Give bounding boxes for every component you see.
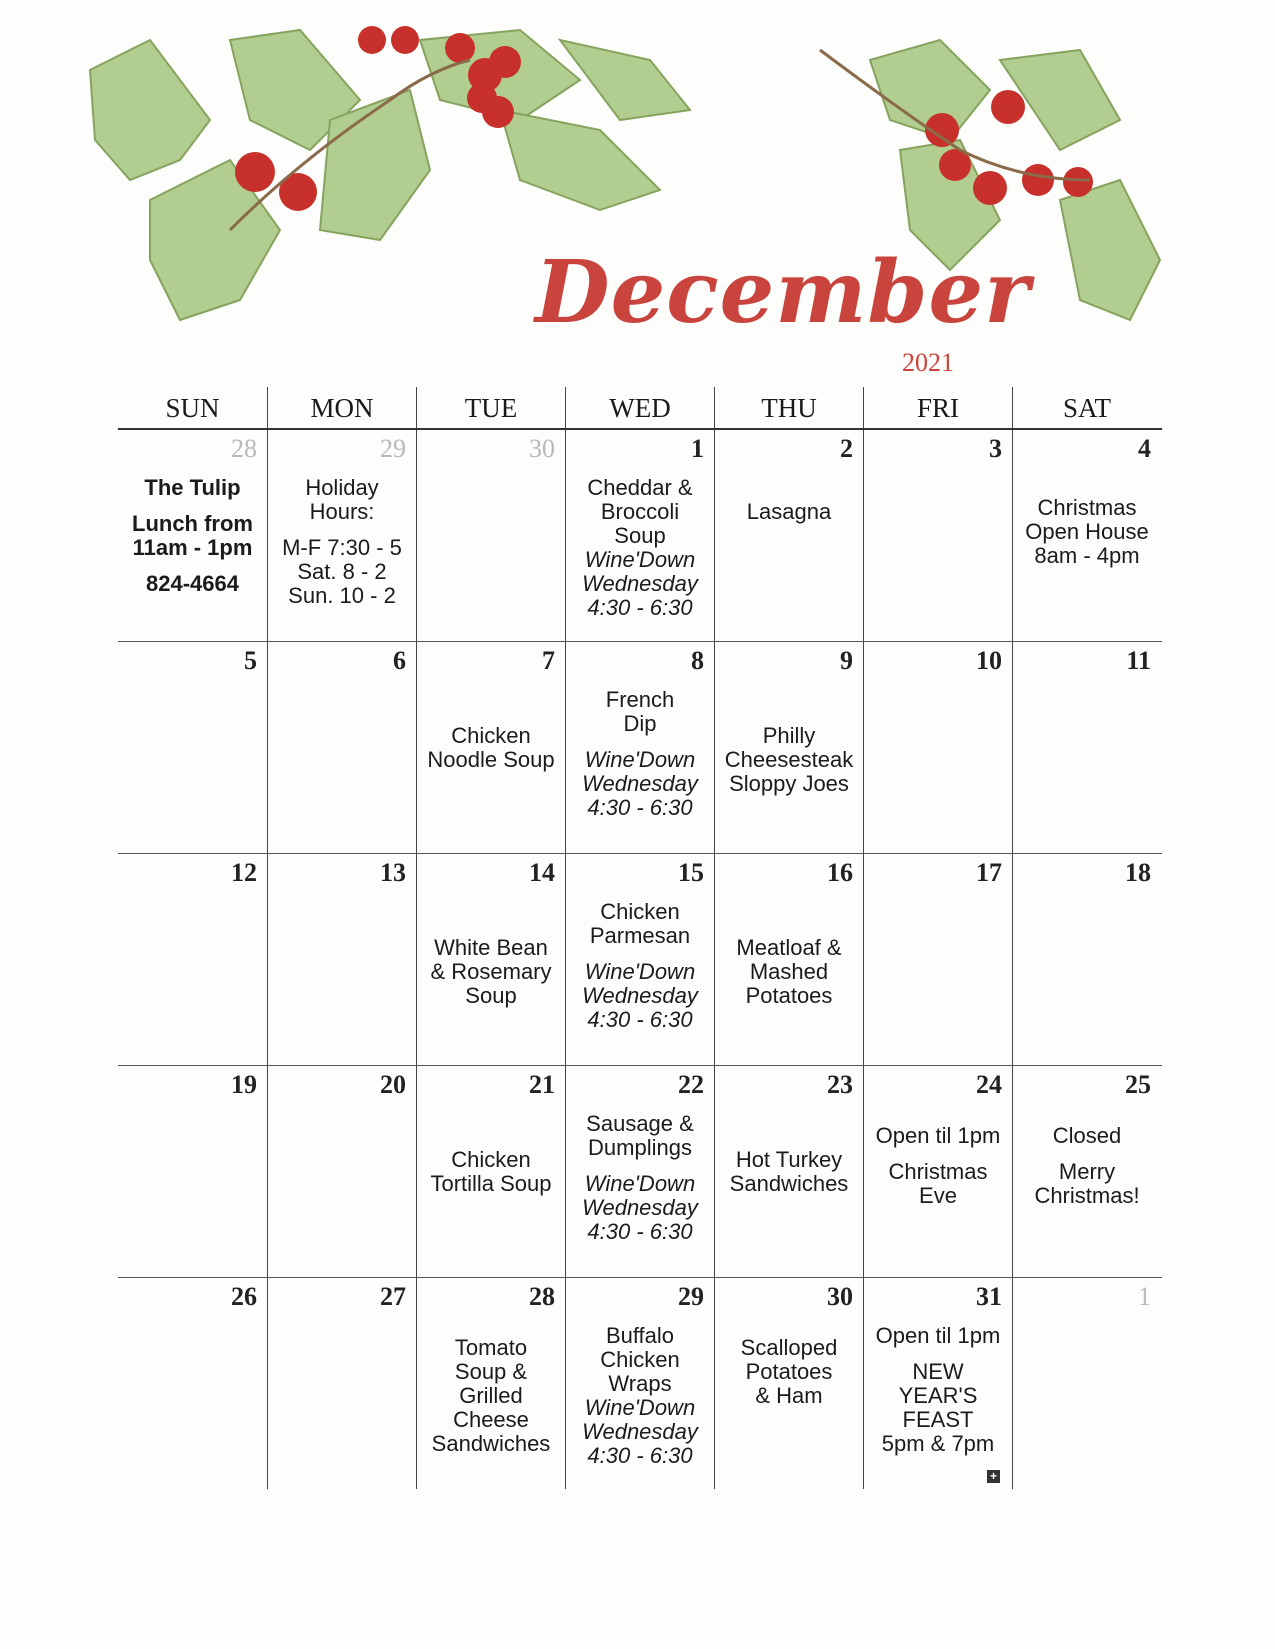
day-number: 30: [827, 1282, 853, 1311]
day-cell: [416, 642, 565, 853]
year-label: 2021: [902, 348, 954, 377]
day-cell: [1012, 642, 1161, 853]
day-events: [420, 900, 562, 1059]
day-number: 23: [827, 1070, 853, 1099]
day-number: 5: [244, 646, 257, 675]
day-number: 22: [678, 1070, 704, 1099]
day-events: [718, 476, 860, 635]
event-line: 4:30 - 6:30: [587, 1007, 693, 1032]
day-events: [420, 476, 562, 635]
day-number: 7: [542, 646, 555, 675]
day-number: 4: [1138, 434, 1151, 463]
event-line: M-F 7:30 - 5: [282, 535, 402, 560]
day-events: [1016, 476, 1158, 635]
event-line: Christmas: [888, 1159, 988, 1184]
day-events: [867, 900, 1009, 1059]
day-events: [718, 1112, 860, 1271]
day-cell: [863, 1278, 1012, 1489]
event-line: Potatoes: [745, 983, 833, 1008]
event-line: Cheddar &: [587, 475, 693, 500]
day-events: [569, 688, 711, 847]
day-events: [121, 688, 264, 847]
day-cell: [714, 430, 863, 641]
day-number: 15: [678, 858, 704, 887]
day-number: 20: [380, 1070, 406, 1099]
day-number: 12: [231, 858, 257, 887]
event-line: French: [605, 687, 675, 712]
day-events: [1016, 1112, 1158, 1271]
day-number: 14: [529, 858, 555, 887]
day-cell: [714, 854, 863, 1065]
event-line: Noodle Soup: [427, 747, 555, 772]
day-cell: [565, 430, 714, 641]
day-number: 9: [840, 646, 853, 675]
event-line: Wine'Down: [584, 1171, 696, 1196]
day-events: [420, 1112, 562, 1271]
day-cell: [863, 1066, 1012, 1277]
plus-icon: +: [987, 1470, 1000, 1483]
day-events: [569, 1324, 711, 1483]
week-row: [118, 430, 1162, 642]
event-line: 4:30 - 6:30: [587, 595, 693, 620]
day-number: 18: [1125, 858, 1151, 887]
day-number: 21: [529, 1070, 555, 1099]
weekday-sat: SAT: [1012, 387, 1161, 428]
event-line: Potatoes: [745, 1359, 833, 1384]
day-events: [420, 1324, 562, 1483]
event-line: FEAST: [902, 1407, 974, 1432]
day-cell: [267, 1278, 416, 1489]
day-cell: [267, 1066, 416, 1277]
day-events: [718, 1324, 860, 1483]
day-number: 26: [231, 1282, 257, 1311]
week-row: [118, 1278, 1162, 1489]
day-cell: [714, 1066, 863, 1277]
event-line: & Rosemary: [430, 959, 552, 984]
day-number: 28: [231, 434, 257, 463]
day-events: [569, 900, 711, 1059]
day-cell: [565, 1278, 714, 1489]
day-events: [1016, 688, 1158, 847]
day-number: 24: [976, 1070, 1002, 1099]
day-number: 25: [1125, 1070, 1151, 1099]
day-cell: [118, 430, 267, 641]
day-events: [121, 900, 264, 1059]
event-line: Lunch from: [132, 511, 253, 536]
event-line: Eve: [919, 1183, 957, 1208]
day-cell: [118, 854, 267, 1065]
event-line: 5pm & 7pm: [881, 1431, 995, 1456]
event-line: 824-4664: [146, 571, 239, 596]
week-row: [118, 1066, 1162, 1278]
week-row: [118, 854, 1162, 1066]
event-line: Broccoli: [600, 499, 680, 524]
event-line: Wraps: [608, 1371, 672, 1396]
day-number: 30: [529, 434, 555, 463]
day-number: 16: [827, 858, 853, 887]
event-line: Soup: [614, 523, 666, 548]
event-line: Tortilla Soup: [430, 1171, 552, 1196]
day-number: 19: [231, 1070, 257, 1099]
event-line: Grilled: [459, 1383, 523, 1408]
event-line: Wednesday: [582, 571, 698, 596]
event-line: 8am - 4pm: [1034, 543, 1140, 568]
event-line: Sandwiches: [729, 1171, 849, 1196]
day-number: 11: [1126, 646, 1151, 675]
day-cell: [565, 1066, 714, 1277]
event-line: Wine'Down: [584, 747, 696, 772]
day-events: [420, 688, 562, 847]
event-line: Sun. 10 - 2: [288, 583, 396, 608]
day-number: 29: [380, 434, 406, 463]
event-line: Hot Turkey: [735, 1147, 843, 1172]
day-number: 17: [976, 858, 1002, 887]
day-events: [718, 688, 860, 847]
week-row: [118, 642, 1162, 854]
event-line: NEW: [912, 1359, 964, 1384]
event-line: Open til 1pm: [875, 1123, 1001, 1148]
day-cell: [267, 430, 416, 641]
weekday-thu: THU: [714, 387, 863, 428]
event-line: 4:30 - 6:30: [587, 1219, 693, 1244]
day-events: [718, 900, 860, 1059]
event-line: Sausage &: [586, 1111, 694, 1136]
calendar-grid: [118, 387, 1162, 1489]
day-number: 13: [380, 858, 406, 887]
event-line: Sat. 8 - 2: [297, 559, 387, 584]
day-cell: [118, 1066, 267, 1277]
day-number: 6: [393, 646, 406, 675]
event-line: Chicken: [600, 899, 680, 924]
event-line: The Tulip: [144, 475, 241, 500]
event-line: Dip: [623, 711, 657, 736]
event-line: Philly: [762, 723, 816, 748]
event-line: Buffalo: [605, 1323, 675, 1348]
event-line: Dumplings: [588, 1135, 692, 1160]
day-number: 10: [976, 646, 1002, 675]
weekday-tue: TUE: [416, 387, 565, 428]
event-line: Cheesesteak: [724, 747, 854, 772]
day-number: 1: [1138, 1282, 1151, 1311]
day-cell: [118, 642, 267, 853]
month-title: December: [535, 242, 1031, 343]
day-events: [867, 476, 1009, 635]
event-line: Soup: [465, 983, 517, 1008]
event-line: Cheese: [453, 1407, 529, 1432]
event-line: 4:30 - 6:30: [587, 795, 693, 820]
weekday-sun: SUN: [165, 393, 220, 423]
event-line: Wednesday: [582, 771, 698, 796]
day-cell: [416, 854, 565, 1065]
day-cell: [416, 430, 565, 641]
event-line: Wednesday: [582, 983, 698, 1008]
day-cell: [1012, 430, 1161, 641]
event-line: White Bean: [434, 935, 548, 960]
event-line: Chicken: [451, 723, 531, 748]
day-number: 2: [840, 434, 853, 463]
day-number: 31: [976, 1282, 1002, 1311]
event-line: Scalloped: [740, 1335, 838, 1360]
event-line: Open House: [1025, 519, 1149, 544]
event-line: Holiday: [305, 475, 379, 500]
event-line: Merry: [1058, 1159, 1116, 1184]
event-line: 4:30 - 6:30: [587, 1443, 693, 1468]
event-line: Wine'Down: [584, 1395, 696, 1420]
day-events: [121, 1324, 264, 1483]
day-number: 3: [989, 434, 1002, 463]
event-line: Christmas!: [1034, 1183, 1140, 1208]
day-number: 29: [678, 1282, 704, 1311]
day-events: [271, 1112, 413, 1271]
day-events: [121, 476, 264, 635]
day-number: 1: [691, 434, 704, 463]
day-cell: [565, 642, 714, 853]
day-cell: [565, 854, 714, 1065]
weekday-header: [118, 387, 1162, 430]
event-line: Tomato: [454, 1335, 528, 1360]
day-cell: [863, 854, 1012, 1065]
event-line: Sandwiches: [431, 1431, 551, 1456]
event-line: Sloppy Joes: [729, 771, 849, 796]
day-cell: [714, 642, 863, 853]
day-events: [569, 476, 711, 635]
event-line: Hours:: [309, 499, 375, 524]
event-line: Mashed: [749, 959, 829, 984]
event-line: Meatloaf &: [736, 935, 842, 960]
event-line: & Ham: [755, 1383, 823, 1408]
event-line: 11am - 1pm: [132, 535, 253, 560]
day-events: [867, 688, 1009, 847]
event-line: YEAR'S: [898, 1383, 978, 1408]
day-events: [271, 1324, 413, 1483]
day-events: [1016, 1324, 1158, 1483]
event-line: Chicken: [451, 1147, 531, 1172]
day-events: [121, 1112, 264, 1271]
day-events: [271, 476, 413, 635]
day-events: [867, 1324, 1009, 1483]
day-cell: [714, 1278, 863, 1489]
day-cell: [1012, 854, 1161, 1065]
event-line: Wine'Down: [584, 547, 696, 572]
day-cell: [863, 430, 1012, 641]
event-line: Wednesday: [582, 1195, 698, 1220]
event-line: Lasagna: [746, 499, 832, 524]
day-cell: [416, 1066, 565, 1277]
day-cell: [118, 1278, 267, 1489]
day-cell: [863, 642, 1012, 853]
day-cell: [267, 642, 416, 853]
event-line: Christmas: [1037, 495, 1137, 520]
day-events: [1016, 900, 1158, 1059]
day-cell: [1012, 1278, 1161, 1489]
event-line: Chicken: [600, 1347, 680, 1372]
day-events: [271, 900, 413, 1059]
event-line: Wine'Down: [584, 959, 696, 984]
day-events: [271, 688, 413, 847]
event-line: Wednesday: [582, 1419, 698, 1444]
day-events: [867, 1112, 1009, 1271]
day-number: 28: [529, 1282, 555, 1311]
event-line: Soup &: [454, 1359, 528, 1384]
weekday-wed: WED: [565, 387, 714, 428]
event-line: Closed: [1052, 1123, 1122, 1148]
day-cell: [1012, 1066, 1161, 1277]
day-number: 8: [691, 646, 704, 675]
event-line: Parmesan: [589, 923, 691, 948]
weekday-fri: FRI: [863, 387, 1012, 428]
day-cell: [416, 1278, 565, 1489]
event-line: Open til 1pm: [875, 1323, 1001, 1348]
weekday-mon: MON: [267, 387, 416, 428]
day-events: [569, 1112, 711, 1271]
day-cell: [267, 854, 416, 1065]
day-number: 27: [380, 1282, 406, 1311]
